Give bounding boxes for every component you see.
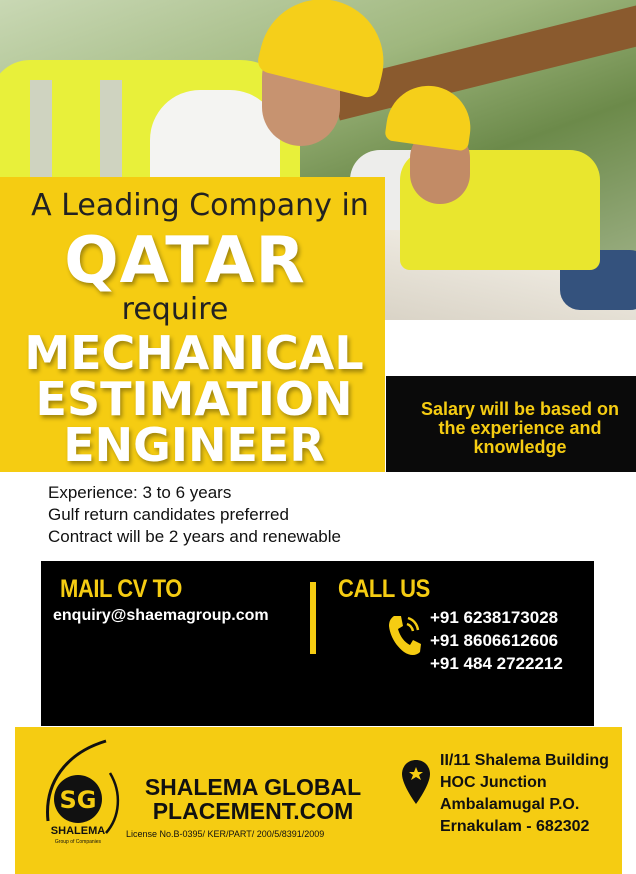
phone-icon — [386, 612, 422, 658]
salary-note — [408, 400, 632, 457]
job-title — [14, 326, 374, 472]
phone-list — [430, 606, 563, 675]
headline-require: require — [121, 292, 229, 327]
job-title-line: ESTIMATION — [35, 372, 353, 426]
svg-text:SG: SG — [59, 786, 97, 814]
detail-item: Contract will be 2 years and renewable — [48, 527, 341, 546]
phone-number[interactable]: +91 6238173028 — [430, 608, 559, 627]
headline-lead: A Leading Company in — [31, 188, 369, 223]
svg-text:Group of Companies: Group of Companies — [54, 839, 102, 845]
job-title-line: MECHANICAL — [24, 326, 364, 380]
detail-item: Gulf return candidates preferred — [48, 505, 289, 524]
phone-number[interactable]: +91 484 2722212 — [430, 654, 563, 673]
brand-name — [128, 775, 378, 823]
job-details — [48, 482, 468, 548]
mail-heading: MAIL CV TO — [60, 575, 182, 603]
call-heading: CALL US — [338, 575, 430, 603]
salary-line: the experience and — [438, 418, 602, 438]
contact-divider — [310, 582, 316, 654]
brand-line[interactable]: PLACEMENT.COM — [152, 798, 354, 824]
salary-line: knowledge — [473, 437, 567, 457]
location-pin-icon — [400, 758, 432, 808]
phone-number[interactable]: +91 8606612606 — [430, 631, 559, 650]
salary-line: Salary will be based on — [420, 399, 620, 419]
brand-line: SHALEMA GLOBAL — [144, 774, 362, 800]
license-number: License No.B-0395/ KER/PART/ 200/5/8391/2009 — [126, 829, 325, 839]
shalema-logo — [36, 733, 128, 849]
job-title-line: ENGINEER — [63, 418, 325, 472]
address-block — [440, 750, 609, 838]
address-line: Ambalamugal P.O. — [440, 796, 580, 813]
address-line: Ernakulam - 682302 — [440, 818, 590, 835]
email-link[interactable]: enquiry@shaemagroup.com — [53, 607, 269, 624]
address-line: HOC Junction — [440, 774, 547, 791]
address-line: II/11 Shalema Building — [440, 752, 609, 769]
svg-text:SHALEMA: SHALEMA — [50, 825, 106, 837]
detail-item: Experience: 3 to 6 years — [48, 483, 232, 502]
headline-country: QATAR — [64, 224, 306, 298]
